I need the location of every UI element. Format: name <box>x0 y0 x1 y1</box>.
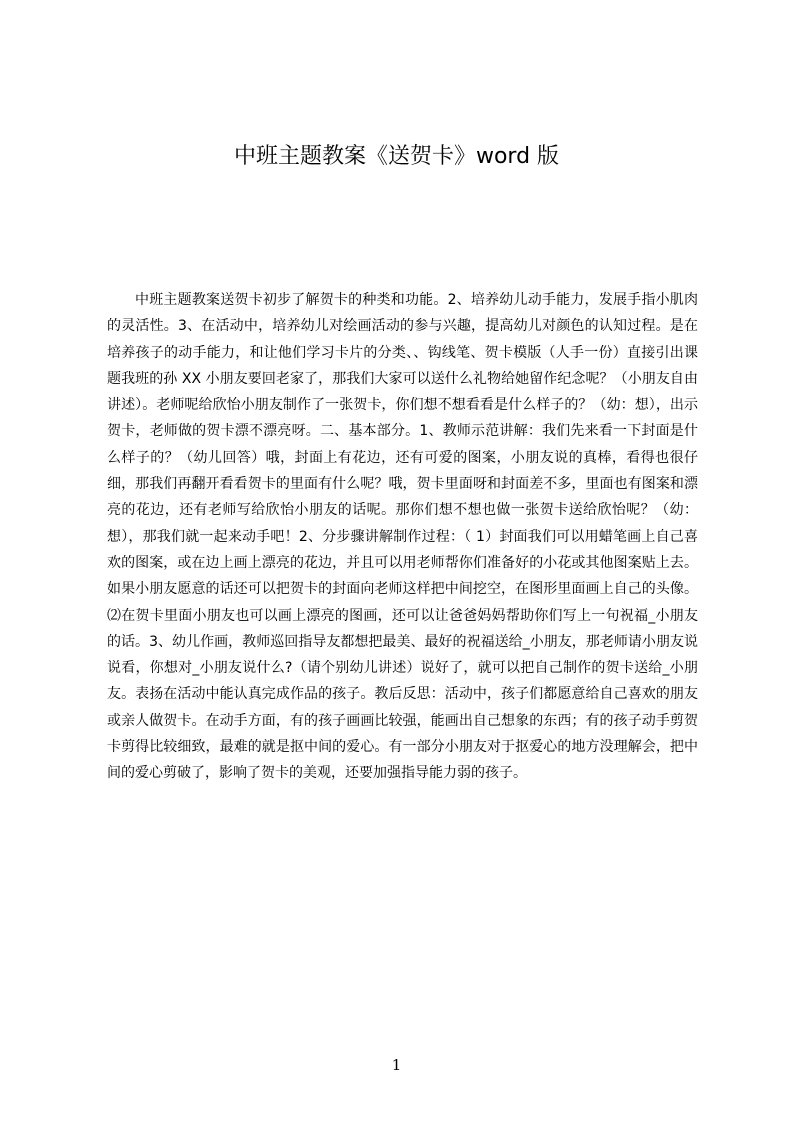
document-title: 中班主题教案《送贺卡》word 版 <box>233 144 560 169</box>
page-number: 1 <box>391 1056 402 1074</box>
document-body-paragraph: 中班主题教案送贺卡初步了解贺卡的种类和功能。2、培养幼儿动手能力，发展手指小肌肉的灵活性。3、在活动中，培养幼儿对绘画活动的参与兴趣，提高幼儿对颜色的认知过程。是在培养孩子的动手能力，和让他们学习卡片的分类、、钩线笔、贺卡模版（人手一份）直接引出课题我班的孙 XX 小朋友要回老家了，那我们大家可以送什么礼物给她留作纪念呢？（小朋友自由讲述）。老师呢给欣怡小朋友制作了一张贺卡，你们想不想看看是什么样子的？（幼：想），出示贺卡，老师做的贺卡漂不漂亮呀。二、基本部分。1、教师示范讲解：我们先来看一下封面是什么样子的？（幼儿回答）哦，封面上有花边，还有可爱的图案，小朋友说的真棒，看得也很仔细，那我们再翻开看看贺卡的里面有什么呢？哦，贺卡里面呀和封面差不多，里面也有图案和漂亮的花边，还有老师写给欣怡小朋友的话呢。那你们想不想也做一张贺卡送给欣怡呢？（幼：想），那我们就一起来动手吧！2、分步骤讲解制作过程：（ 1）封面我们可以用蜡笔画上自己喜欢的图案，或在边上画上漂亮的花边，并且可以用老师帮你们准备好的小花或其他图案贴上去。如果小朋友愿意的话还可以把贺卡的封面向老师这样把中间挖空，在图形里面画上自己的头像。⑵在贺卡里面小朋友也可以画上漂亮的图画，还可以让爸爸妈妈帮助你们写上一句祝福_小朋友的话。3、幼儿作画，教师巡回指导友都想把最美、最好的祝福送给_小朋友，那老师请小朋友说说看，你想对_小朋友说什么?（请个别幼儿讲述）说好了，就可以把自己制作的贺卡送给_小朋友。表扬在活动中能认真完成作品的孩子。教后反思：活动中，孩子们都愿意给自己喜欢的朋友或亲人做贺卡。在动手方面，有的孩子画画比较强，能画出自己想象的东西；有的孩子动手剪贺卡剪得比较细致，最难的就是抠中间的爱心。有一部分小朋友对于抠爱心的地方没理解会，把中间的爱心剪破了，影响了贺卡的美观，还要加强指导能力弱的孩子。 <box>107 292 698 782</box>
